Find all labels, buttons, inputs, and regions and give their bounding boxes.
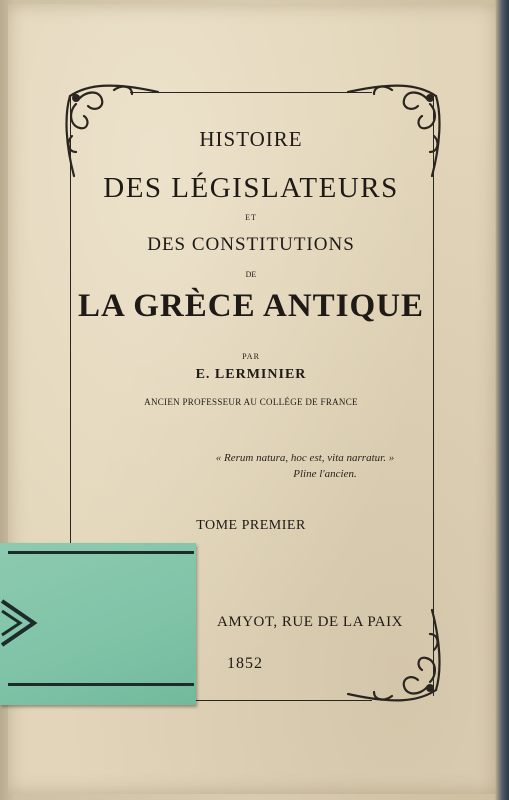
title-conjunction-et: ET (245, 213, 257, 222)
label-bottom-rule (8, 683, 194, 686)
author-title: ANCIEN PROFESSEUR AU COLLÉGE DE FRANCE (144, 397, 358, 407)
chevron-right-icon (0, 593, 40, 653)
label-top-rule (8, 551, 194, 554)
title-line-grece-antique: LA GRÈCE ANTIQUE (77, 288, 425, 324)
byline-par: PAR (242, 352, 260, 361)
title-line-histoire: HISTOIRE (199, 127, 303, 151)
publication-year: 1852 (227, 655, 263, 672)
title-preposition-de: DE (245, 270, 257, 279)
epigraph-quote: « Rerum natura, hoc est, vita narratur. » (215, 452, 395, 464)
volume-label: TOME PREMIER (196, 518, 306, 533)
title-line-constitutions: DES CONSTITUTIONS (147, 234, 355, 255)
epigraph-source: Pline l'ancien. (293, 468, 357, 480)
spine-shadow (495, 0, 509, 800)
title-line-legislateurs: DES LÉGISLATEURS (103, 172, 399, 204)
author-name: E. LERMINIER (195, 367, 307, 382)
publisher-address: AMYOT, RUE DE LA PAIX (217, 614, 403, 630)
library-label-sticker (0, 543, 196, 705)
